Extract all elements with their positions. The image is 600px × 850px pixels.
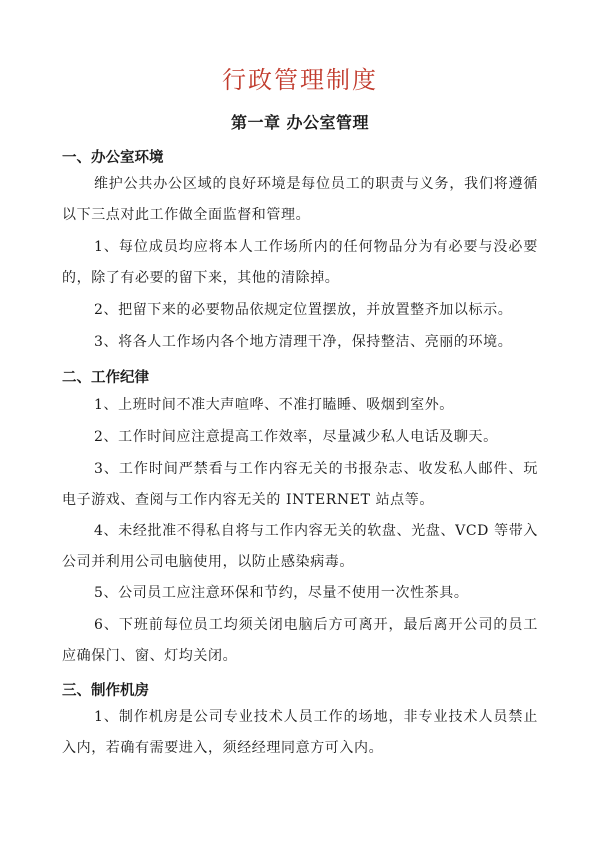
- paragraph: 4、未经批准不得私自将与工作内容无关的软盘、光盘、VCD 等带入公司并利用公司电脑使用，以防止感染病毒。: [62, 523, 538, 570]
- paragraph: 2、把留下来的必要物品依规定位置摆放，并放置整齐加以标示。: [94, 302, 513, 318]
- paragraph: 维护公共办公区域的良好环境是每位员工的职责与义务，我们将遵循以下三点对此工作做全面监督和管理。: [62, 176, 538, 223]
- paragraph: 6、下班前每位员工均须关闭电脑后方可离开，最后离开公司的员工应确保门、窗、灯均关闭。: [62, 617, 538, 664]
- section-heading-production-room: 三、制作机房: [62, 683, 149, 699]
- paragraph: 5、公司员工应注意环保和节约，尽量不使用一次性茶具。: [94, 585, 469, 601]
- chapter-title: 第一章 办公室管理: [230, 113, 370, 132]
- paragraph: 1、上班时间不准大声喧哗、不准打瞌睡、吸烟到室外。: [94, 397, 454, 413]
- paragraph: 1、每位成员均应将本人工作场所内的任何物品分为有必要与没必要的，除了有必要的留下来，其他的清除掉。: [62, 239, 538, 286]
- paragraph: 3、将各人工作场内各个地方清理干净，保持整洁、亮丽的环境。: [94, 334, 513, 350]
- paragraph: 1、制作机房是公司专业技术人员工作的场地，非专业技术人员禁止入内，若确有需要进入，须经经理同意方可入内。: [62, 709, 538, 756]
- section-heading-office-environment: 一、办公室环境: [62, 150, 164, 166]
- section-heading-work-discipline: 二、工作纪律: [62, 370, 149, 386]
- paragraph: 3、工作时间严禁看与工作内容无关的书报杂志、收发私人邮件、玩电子游戏、查阅与工作内容无关的 INTERNET 站点等。: [62, 461, 538, 508]
- paragraph: 2、工作时间应注意提高工作效率，尽量减少私人电话及聊天。: [94, 429, 498, 445]
- document-title: 行政管理制度: [222, 66, 378, 94]
